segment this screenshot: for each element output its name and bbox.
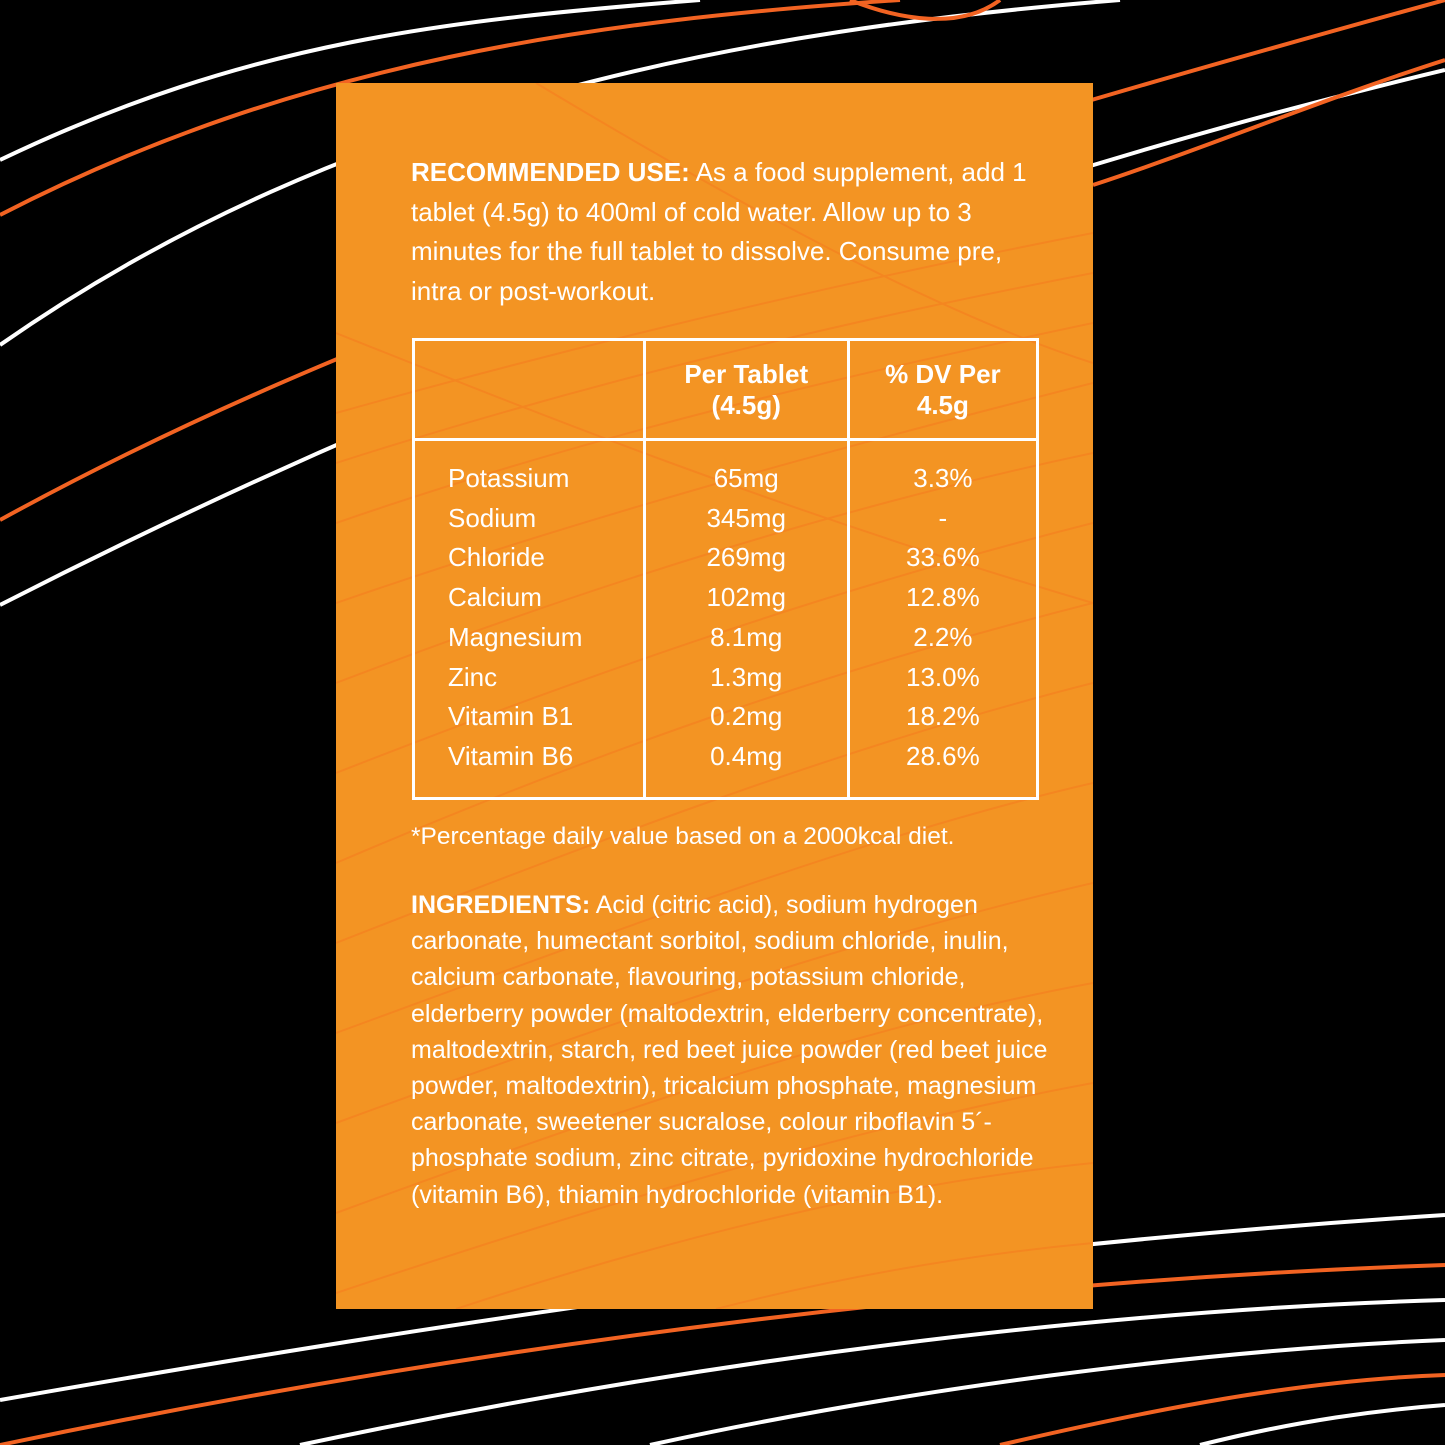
recommended-use-paragraph [411, 153, 1031, 311]
dv-value: 28.6% [906, 740, 980, 771]
per-tablet-value: 269mg [706, 542, 786, 573]
table-body-row [414, 440, 1038, 799]
header-per-tablet-text: Per Tablet (4.5g) [684, 358, 809, 420]
dv-value: 12.8% [906, 582, 980, 613]
header-nutrient [414, 340, 645, 440]
info-panel [336, 83, 1093, 1309]
per-tablet-value: 65mg [713, 463, 779, 493]
per-tablet-value: 345mg [706, 502, 786, 533]
header-per-tablet [644, 340, 848, 440]
header-dv-text: % DV Per 4.5g [885, 358, 1001, 420]
nutrition-table [412, 338, 1039, 800]
dv-value: 13.0% [906, 661, 980, 692]
per-tablet-value: 8.1mg [710, 621, 783, 652]
per-tablet-value: 0.4mg [710, 740, 783, 771]
nutrient-names-cell [414, 440, 645, 799]
per-tablet-value: 102mg [706, 582, 786, 613]
dv-value: 3.3% [913, 463, 973, 493]
per-tablet-value: 0.2mg [710, 701, 783, 732]
nutrient-name: Chloride [448, 542, 545, 573]
recommended-use-heading: RECOMMENDED USE: [411, 157, 690, 187]
header-dv [848, 340, 1037, 440]
dv-values-cell [848, 440, 1037, 799]
nutrient-name: Sodium [448, 502, 537, 533]
recommended-use-text: As a food supplement, add 1 tablet (4.5g) to 400ml of cold water. Allow up to 3 minutes for the full tablet to dissolve. Consume pre, intra or post-workout. [411, 157, 1027, 306]
ingredients-heading: INGREDIENTS: [411, 891, 591, 919]
dv-value: 18.2% [906, 701, 980, 732]
nutrient-name: Magnesium [448, 621, 583, 652]
ingredients-text: Acid (citric acid), sodium hydrogen carbonate, humectant sorbitol, sodium chloride, inulin, calcium carbonate, flavouring, potassium chloride, elderberry powder (maltodextrin, elderberry concentrate), maltodextrin, starch, red beet juice powder (red beet juice powder, maltodextrin), tricalcium phosphate, magnesium carbonate, sweetener sucralose, colour riboflavin 5´-phosphate sodium, zinc citrate, pyridoxine hydrochloride (vitamin B6), thiamin hydrochloride (vitamin B1). [411, 891, 1048, 1209]
nutrient-name: Calcium [448, 582, 542, 613]
nutrient-name: Potassium [448, 463, 570, 493]
per-tablet-value: 1.3mg [710, 661, 783, 692]
dv-value: 33.6% [906, 542, 980, 573]
nutrient-name: Vitamin B6 [448, 740, 574, 771]
recommended-use-section [411, 153, 1031, 311]
dv-value: 2.2% [913, 621, 973, 652]
nutrient-name: Zinc [448, 661, 498, 692]
dv-footnote: *Percentage daily value based on a 2000kcal diet. [411, 823, 955, 850]
dv-value: - [938, 502, 948, 533]
table-header-row [414, 340, 1038, 440]
nutrient-name: Vitamin B1 [448, 701, 574, 732]
ingredients-paragraph [411, 887, 1051, 1213]
per-tablet-values-cell [644, 440, 848, 799]
